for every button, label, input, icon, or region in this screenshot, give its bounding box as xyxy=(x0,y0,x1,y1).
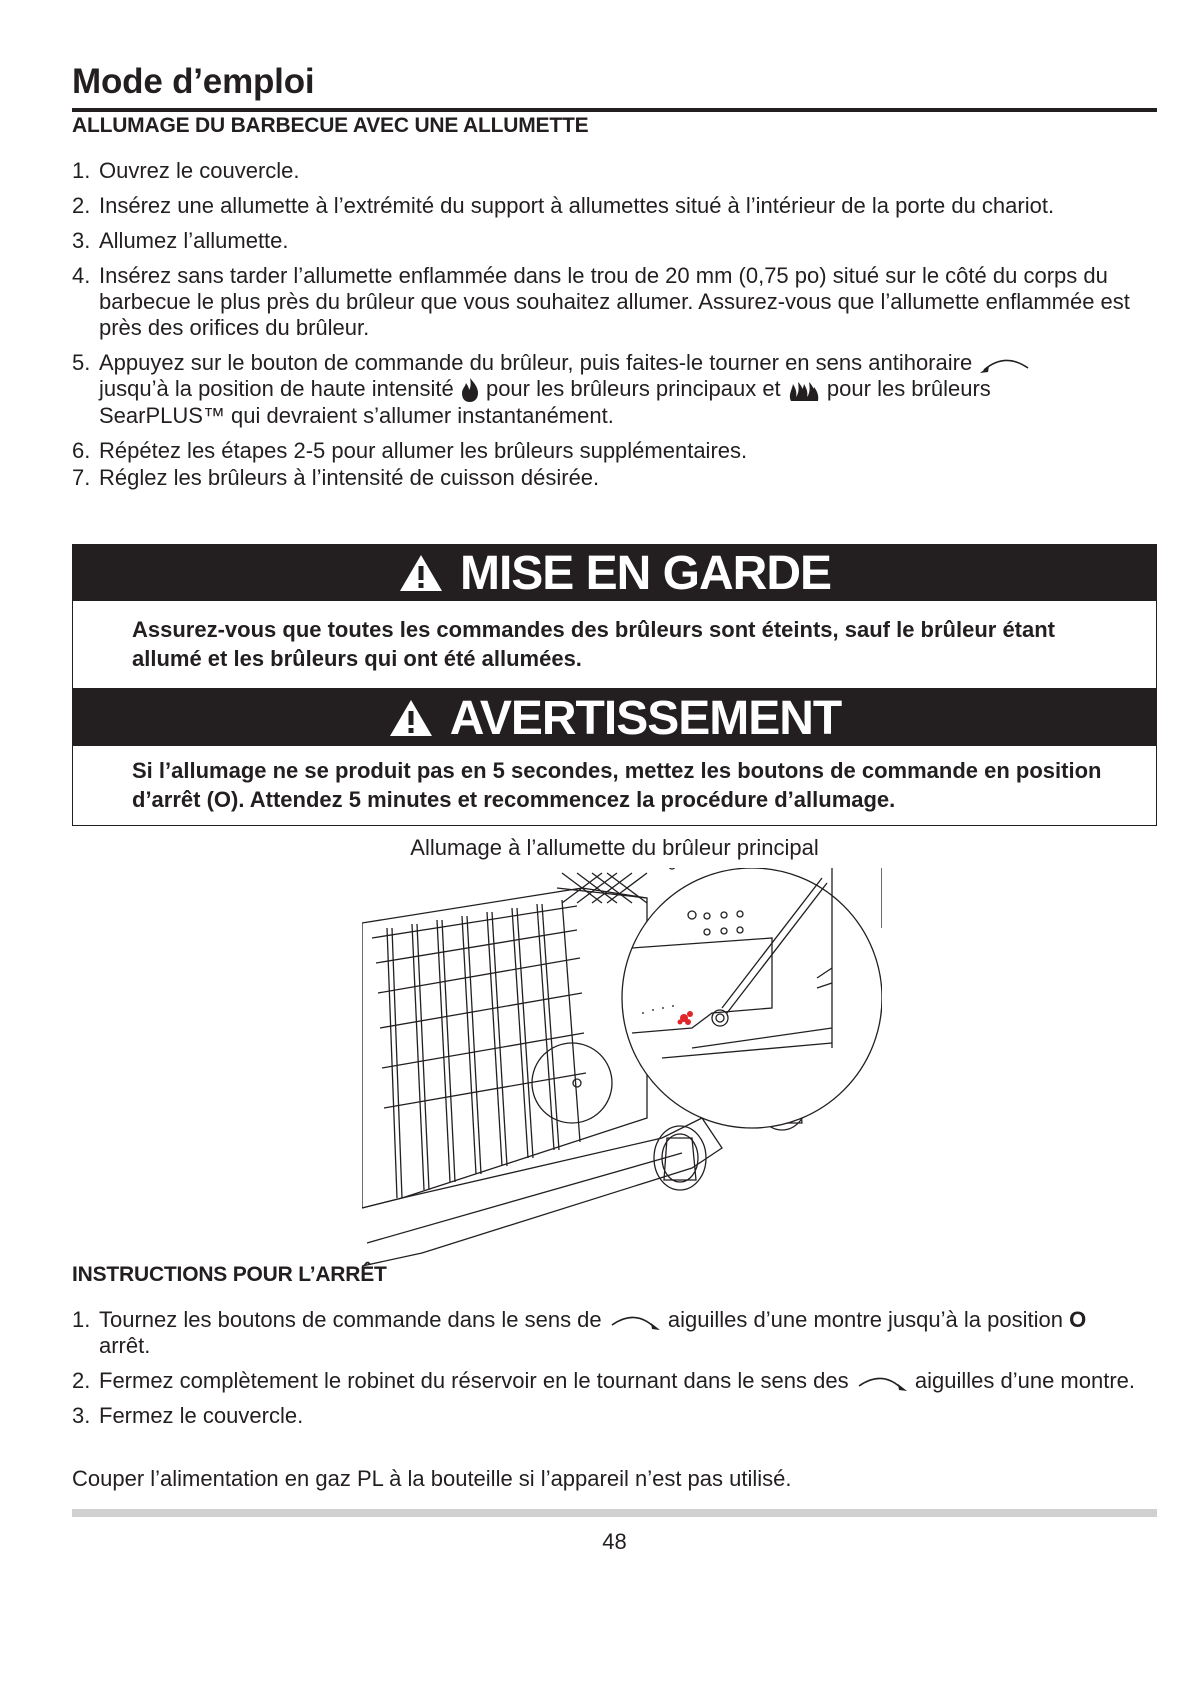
caution-banner xyxy=(73,545,1156,601)
clockwise-arrow-icon xyxy=(608,1311,662,1331)
list-item: 3. Allumez l’allumette. xyxy=(72,228,289,253)
list-item: 7. Réglez les brûleurs à l’intensité de cuisson désirée. xyxy=(72,465,600,491)
warning-text: Si l’allumage ne se produit pas en 5 secondes, mettez les boutons de commande en position d’arrêt (O). Attendez 5 minutes et recommencez la procédure d’allumage. xyxy=(132,758,1102,812)
list-item: 6. Répétez les étapes 2-5 pour allumer les brûleurs supplémentaires. xyxy=(72,438,748,464)
title-rule xyxy=(72,108,1157,112)
list-item: 1. Tournez les boutons de commande dans le sens de aiguilles d’une montre jusqu’à la position O arrêt. xyxy=(72,1307,1087,1358)
list-item: 5. Appuyez sur le bouton de commande du brûleur, puis faites-le tourner en sens antihoraire jusqu’à la position de haute intensité pour les brûleurs principaux et pour les brûleurs SearPLUS™ qui devraient s’allumer instantanément. xyxy=(72,350,1119,429)
warning-box xyxy=(72,689,1157,826)
caution-text: Assurez-vous que toutes les commandes des brûleurs sont éteints, sauf le brûleur étant allumé et les brûleurs qui ont été allumées. xyxy=(132,617,1056,671)
page-number: 48 xyxy=(602,1529,627,1554)
list-item: 4. Insérez sans tarder l’allumette enflammée dans le trou de 20 mm (0,75 po) situé sur le côté du corps du barbecue le plus près du brûleur que vous souhaitez allumer. Assurez-vous que l’allumette enflammée est près des orifices du brûleur. xyxy=(72,263,1130,340)
list-item: 1. Ouvrez le couvercle. xyxy=(72,158,300,183)
section-heading-shutdown: INSTRUCTIONS POUR L’ARRÊT xyxy=(72,1263,387,1286)
warning-triangle-icon xyxy=(398,553,444,593)
caution-box xyxy=(72,544,1157,689)
page-title: Mode d’emploi xyxy=(72,62,315,101)
list-item: 2. Fermez complètement le robinet du réservoir en le tournant dans le sens des aiguilles d’une montre. xyxy=(72,1368,1136,1393)
section-heading-lighting: ALLUMAGE DU BARBECUE AVEC UNE ALLUMETTE xyxy=(72,114,589,137)
figure-caption: Allumage à l’allumette du brûleur principal xyxy=(410,835,819,860)
high-flame-icon xyxy=(460,377,480,403)
gas-shutoff-note: Couper l’alimentation en gaz PL à la bouteille si l’appareil n’est pas utilisé. xyxy=(72,1466,792,1491)
footer-rule xyxy=(72,1509,1157,1517)
warning-triangle-icon xyxy=(388,698,434,738)
counterclockwise-arrow-icon xyxy=(978,354,1032,374)
warning-title: AVERTISSEMENT xyxy=(449,691,842,745)
warning-banner xyxy=(73,690,1156,746)
grill-match-lighting-illustration xyxy=(362,868,882,1268)
list-item: 2. Insérez une allumette à l’extrémité du support à allumettes situé à l’intérieur de la porte du chariot. xyxy=(72,193,1055,218)
list-item: 3. Fermez le couvercle. xyxy=(72,1403,304,1428)
shutdown-steps xyxy=(72,1307,1157,1438)
clockwise-arrow-icon xyxy=(855,1372,909,1392)
caution-title: MISE EN GARDE xyxy=(459,546,832,600)
searplus-flame-icon xyxy=(787,377,821,403)
lighting-steps xyxy=(72,158,1157,500)
